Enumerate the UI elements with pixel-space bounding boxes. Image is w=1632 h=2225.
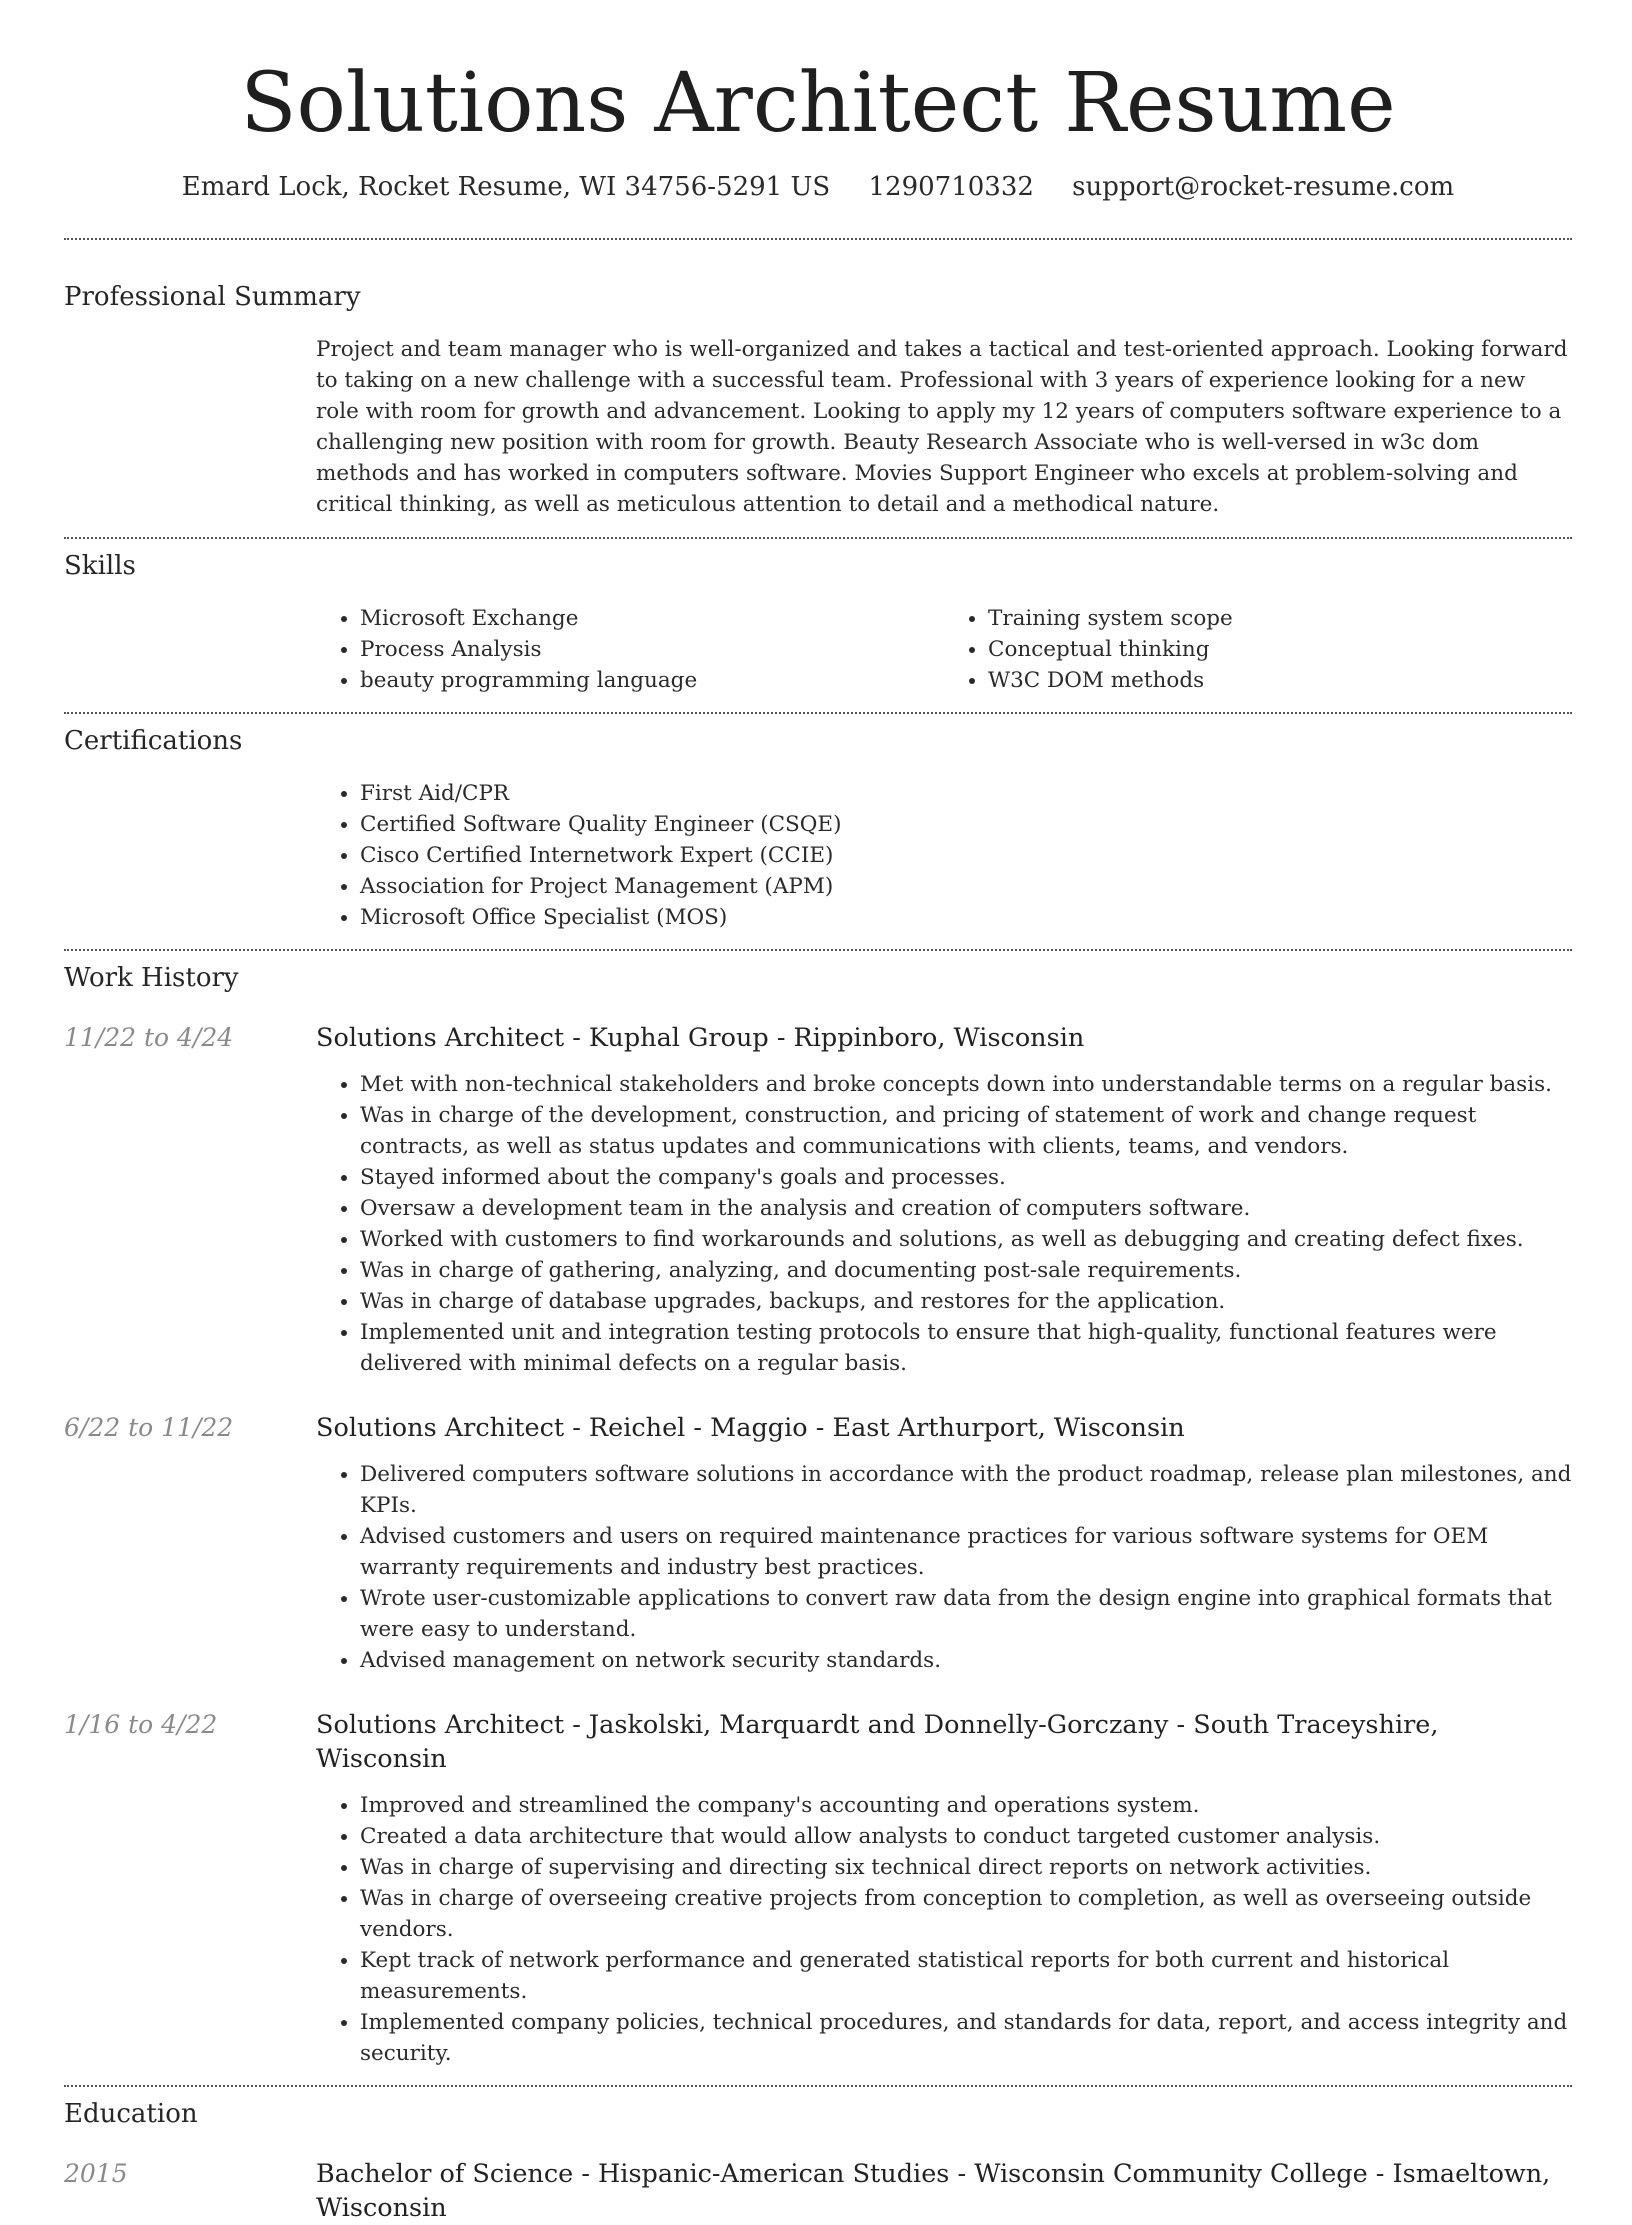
divider <box>64 712 1572 714</box>
section-heading-summary: Professional Summary <box>64 282 361 312</box>
job-dates: 6/22 to 11/22 <box>64 1413 234 1442</box>
skills-section <box>64 549 1572 696</box>
divider <box>64 949 1572 951</box>
list-item: • Training system scope <box>988 603 1572 634</box>
list-item: • Association for Project Management (APM) <box>360 871 1572 902</box>
summary-body <box>316 334 1572 520</box>
list-item: • Microsoft Exchange <box>360 603 944 634</box>
list-item: • Was in charge of overseeing creative projects from conception to completion, as well as overseeing outside vendors. <box>360 1883 1572 1945</box>
list-item: • Delivered computers software solutions in accordance with the product roadmap, release plan milestones, and KPIs. <box>360 1459 1572 1521</box>
certifications-section <box>64 724 1572 933</box>
job-body <box>316 1021 1572 1379</box>
job-entry <box>64 1411 1572 1676</box>
job-bullets <box>316 1790 1572 2069</box>
education-section <box>64 2097 1572 2225</box>
list-item: • Process Analysis <box>360 634 944 665</box>
divider <box>64 238 1572 240</box>
list-item: • Advised management on network security standards. <box>360 1645 1572 1676</box>
work-history-section <box>64 961 1572 2069</box>
list-item: • Certified Software Quality Engineer (CSQE) <box>360 809 1572 840</box>
job-bullets <box>316 1459 1572 1676</box>
education-entry <box>64 2157 1572 2225</box>
education-title: Bachelor of Science - Hispanic-American Studies - Wisconsin Community College - Ismaeltown, Wisconsin <box>316 2159 1551 2223</box>
list-item: • Was in charge of database upgrades, backups, and restores for the application. <box>360 1286 1572 1317</box>
job-entry <box>64 1708 1572 2069</box>
certifications-body <box>316 778 1572 933</box>
list-item: • Implemented unit and integration testing protocols to ensure that high-quality, functional features were delivered with minimal defects on a regular basis. <box>360 1317 1572 1379</box>
skills-list-left <box>316 603 944 696</box>
contact-email: support@rocket-resume.com <box>1072 172 1455 202</box>
job-body <box>316 1411 1572 1676</box>
divider <box>64 537 1572 539</box>
list-item: • Worked with customers to find workarounds and solutions, as well as debugging and creating defect fixes. <box>360 1224 1572 1255</box>
divider <box>64 2085 1572 2087</box>
list-item: • Improved and streamlined the company's accounting and operations system. <box>360 1790 1572 1821</box>
job-entry <box>64 1021 1572 1379</box>
list-item: • Kept track of network performance and generated statistical reports for both current and historical measurements. <box>360 1945 1572 2007</box>
section-heading-certifications: Certifications <box>64 726 243 756</box>
job-body <box>316 1708 1572 2069</box>
list-item: • Microsoft Office Specialist (MOS) <box>360 902 1572 933</box>
job-dates: 1/16 to 4/22 <box>64 1710 218 1739</box>
section-heading-skills: Skills <box>64 551 136 581</box>
list-item: • Oversaw a development team in the analysis and creation of computers software. <box>360 1193 1572 1224</box>
summary-section <box>64 280 1572 520</box>
list-item: • beauty programming language <box>360 665 944 696</box>
list-item: • Was in charge of the development, construction, and pricing of statement of work and change request contracts, as well as status updates and communications with clients, teams, and vendors. <box>360 1100 1572 1162</box>
contact-line <box>64 170 1572 204</box>
education-body <box>316 2157 1572 2225</box>
job-title: Solutions Architect - Jaskolski, Marquardt and Donnelly-Gorczany - South Traceyshire, Wisconsin <box>316 1710 1439 1774</box>
skills-list-right <box>944 603 1572 696</box>
job-title: Solutions Architect - Reichel - Maggio - East Arthurport, Wisconsin <box>316 1413 1185 1443</box>
contact-phone: 1290710332 <box>868 172 1034 202</box>
contact-address: Emard Lock, Rocket Resume, WI 34756-5291 US <box>181 172 831 202</box>
list-item: • Stayed informed about the company's goals and processes. <box>360 1162 1572 1193</box>
skills-columns <box>316 603 1572 696</box>
summary-text: Project and team manager who is well-organized and takes a tactical and test-oriented approach. Looking forward to taking on a new challenge with a successful team. Professional with 3 years of experience looking for a new role with room for growth and advancement. Looking to apply my 12 years of computers software experience to a challenging new position with room for growth. Beauty Research Associate who is well-versed in w3c dom methods and has worked in computers software. Movies Support Engineer who excels at problem-solving and critical thinking, as well as meticulous attention to detail and a methodical nature. <box>316 337 1568 517</box>
list-item: • First Aid/CPR <box>360 778 1572 809</box>
education-year: 2015 <box>64 2159 128 2188</box>
list-item: • Was in charge of gathering, analyzing, and documenting post-sale requirements. <box>360 1255 1572 1286</box>
page-title: Solutions Architect Resume <box>240 56 1396 151</box>
resume-page <box>64 0 1572 2225</box>
job-bullets <box>316 1069 1572 1379</box>
certifications-list <box>316 778 1572 933</box>
job-dates: 11/22 to 4/24 <box>64 1023 234 1052</box>
list-item: • Conceptual thinking <box>988 634 1572 665</box>
job-title: Solutions Architect - Kuphal Group - Rippinboro, Wisconsin <box>316 1023 1085 1053</box>
list-item: • Advised customers and users on required maintenance practices for various software systems for OEM warranty requirements and industry best practices. <box>360 1521 1572 1583</box>
list-item: • W3C DOM methods <box>988 665 1572 696</box>
section-heading-work-history: Work History <box>64 963 239 993</box>
list-item: • Implemented company policies, technical procedures, and standards for data, report, and access integrity and security. <box>360 2007 1572 2069</box>
list-item: • Was in charge of supervising and directing six technical direct reports on network activities. <box>360 1852 1572 1883</box>
list-item: • Wrote user-customizable applications to convert raw data from the design engine into graphical formats that were easy to understand. <box>360 1583 1572 1645</box>
list-item: • Created a data architecture that would allow analysts to conduct targeted customer analysis. <box>360 1821 1572 1852</box>
list-item: • Met with non-technical stakeholders and broke concepts down into understandable terms on a regular basis. <box>360 1069 1572 1100</box>
list-item: • Cisco Certified Internetwork Expert (CCIE) <box>360 840 1572 871</box>
section-heading-education: Education <box>64 2099 198 2129</box>
